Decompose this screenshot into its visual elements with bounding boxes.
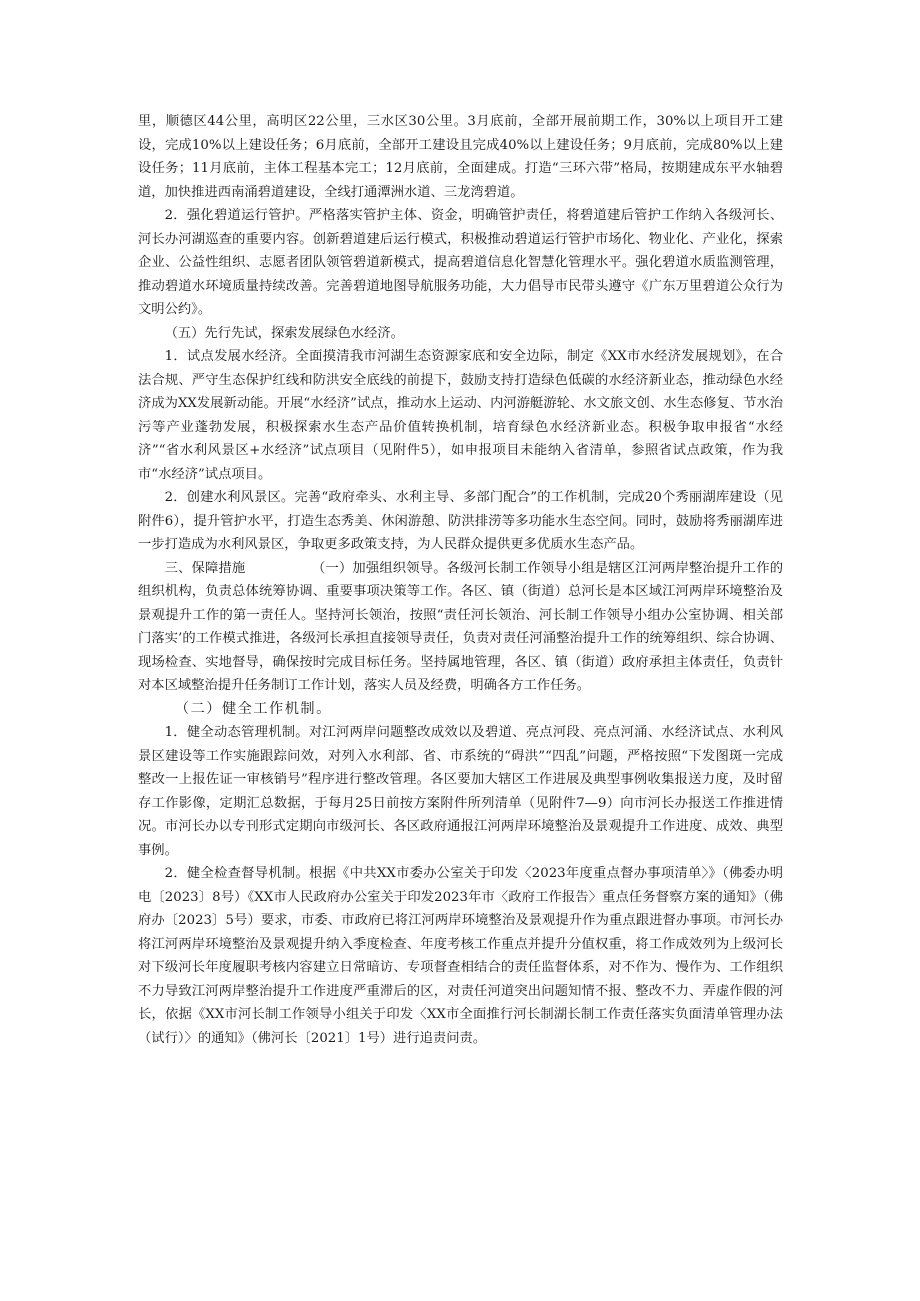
paragraph-organization-leadership: （一）加强组织领导。各级河长制工作领导小组是辖区江河两岸整治提升工作的组织机构，负责总体统筹协调、重要事项决策等工作。各区、镇（街道）总河长是本区域江河两岸环境整治及景观提升工作的第一责任人。坚持河长领治，按照“责任河长领治、河长制工作领导小组办公室协调、相关部门落实’的工作模式推进，各级河长承担直接领导责任，负责对责任河涌整治提升工作的统筹组织、综合协调、现场检查、实地督导，确保按时完成目标任务。坚持属地管理，各区、镇（街道）政府承担主体责任，负责针对本区域整治提升任务制订工作计划，落实人员及经费，明确各方工作任务。 (138, 560, 784, 693)
paragraph-dynamic-management: 1．健全动态管理机制。对江河两岸问题整改成效以及碧道、亮点河段、亮点河涌、水经济试点、水利风景区建设等工作实施跟踪问效，对列入水利部、省、市系统的“碍洪”“四乱”问题，严格按照“下发图斑一完成整改一上报佐证一审核销号”程序进行整改管理。各区要加大辖区工作进展及典型事例收集报送力度，及时留存工作影像，定期汇总数据，于每月25日前按方案附件所列清单（见附件7—9）向市河长办报送工作推进情况。市河长办以专刊形式定期向市级河长、各区政府通报江河两岸环境整治及景观提升工作进度、成效、典型事例。 (138, 725, 783, 858)
document-body (138, 110, 783, 1050)
paragraph-water-economy: 1．试点发展水经济。全面摸清我市河湖生态资源家底和安全边际，制定《XX市水经济发展规划》，在合法合规、严守生态保护红线和防洪安全底线的前提下，鼓励支持打造绿色低碳的水经济新业态，推动绿色水经济成为XX发展新动能。开展“水经济”试点，推动水上运动、内河游艇游轮、水文旅文创、水生态修复、节水治污等产业蓬勃发展，积极探索水生态产品价值转换机制，培育绿色水经济新业态。积极争取申报省“水经济”“省水利风景区+水经济”试点项目（见附件5），如申报项目未能纳入省清单，参照省试点政策，作为我市“水经济”试点项目。 (138, 349, 783, 482)
paragraph-continuation: 里，顺德区44公里，高明区22公里，三水区30公里。3月底前，全部开展前期工作，30%以上项目开工建设，完成10%以上建设任务；6月底前，全部开工建设且完成40%以上建设任务；9月底前，完成80%以上建设任务；11月底前，主体工程基本完工；12月底前，全面建成。打造“三环六带”格局，按期建成东平水轴碧道，加快推进西南涌碧道建设，全线打通潭洲水道、三龙湾碧道。 (138, 114, 783, 200)
section-title-safeguards: 三、保障措施 (164, 560, 246, 576)
paragraph-scenic-area: 2．创建水利风景区。完善“政府牵头、水利主导、多部门配合”的工作机制，完成20个秀丽湖库建设（见附件6），提升管护水平，打造生态秀美、休闲游憩、防洪排涝等多功能水生态空间。同时，鼓励将秀丽湖库进一步打造成为水利风景区，争取更多政策支持，为人民群众提供更多优质水生态产品。 (138, 490, 783, 552)
paragraph-greenway-maintenance: 2．强化碧道运行管护。严格落实管护主体、资金，明确管护责任，将碧道建后管护工作纳入各级河长、河长办河湖巡查的重要内容。创新碧道建后运行模式，积极推动碧道运行管护市场化、物业化、产业化，探索企业、公益性组织、志愿者团队领管碧道新模式，提高碧道信息化智慧化管理水平。强化碧道水质监测管理，推动碧道水环境质量持续改善。完善碧道地图导航服务功能，大力倡导市民带头遵守《广东万里碧道公众行为文明公约》。 (138, 208, 783, 317)
paragraph-inspection-supervision: 2．健全检查督导机制。根据《中共XX市委办公室关于印发〈2023年度重点督办事项清单〉》（佛委办明电〔2023〕8号）《XX市人民政府办公室关于印发2023年市〈政府工作报告〉重点任务督察方案的通知》（佛府办〔2023〕5号）要求，市委、市政府已将江河两岸环境整治及景观提升作为重点跟进督办事项。市河长办将江河两岸环境整治及景观提升纳入季度检查、年度考核工作重点并提升分值权重，将工作成效列为上级河长对下级河长年度履职考核内容建立日常暗访、专项督查相结合的责任监督体系，对不作为、慢作为、工作组织不力导致江河两岸整治提升工作进度严重滞后的区，对责任河道突出问题知情不报、整改不力、弄虚作假的河长，依据《XX市河长制工作领导小组关于印发〈XX市全面推行河长制湖长制工作责任落实负面清单管理办法（试行）〉的通知》（佛河长〔2021〕1号）进行追责问责。 (138, 866, 783, 1046)
section-heading-five: （五）先行先试，探索发展绿色水经济。 (164, 325, 404, 341)
section-safeguards (138, 557, 783, 698)
section-heading-mechanism: （二）健全工作机制。 (174, 700, 332, 717)
